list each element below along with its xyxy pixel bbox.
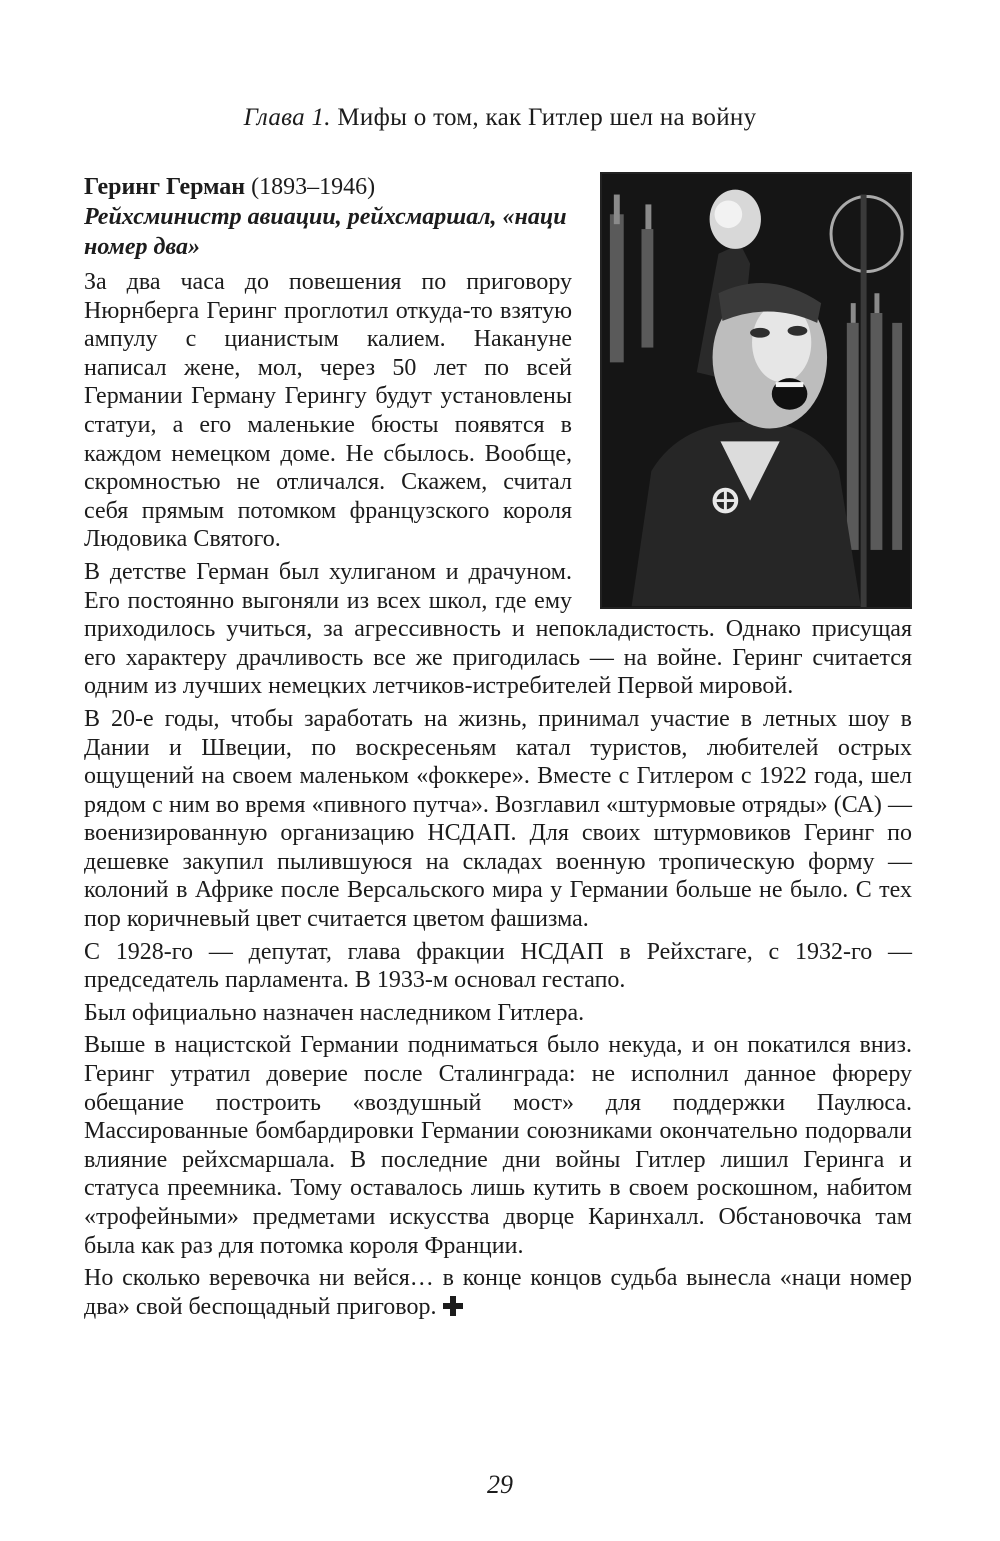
paragraph: За два часа до повешения по приговору Нюрнберга Геринг проглотил откуда-то взятую ампулу с цианистым калием. Накануне написал жене, мол, через 50 лет по всей Германии Герману Герингу будут установлены статуи, а его маленькие бюсты появятся в каждом немецком доме. Не сбылось. Вообще, скромностью не отличался. Скажем, считал себя прямым потомком французского короля Людовика Святого. [84,269,572,553]
paragraph: Был официально назначен наследником Гитлера. [84,999,585,1026]
portrait-photo [600,172,912,609]
closing-paragraph [84,1264,912,1324]
person-years: (1893–1946) [251,174,376,200]
chapter-title: Мифы о том, как Гитлер шел на войну [337,104,757,131]
person-name: Геринг Герман [84,174,246,200]
closing-text: Но сколько веревочка ни вейся… в конце концов судьба вынесла «наци номер два» свой беспощадный приговор. [84,1265,912,1320]
cross-icon [442,1295,464,1325]
article-body [84,172,912,1328]
running-header [0,104,1000,132]
person-title: Рейхсминистр авиации, рейхсмаршал, «наци номер два» [84,204,567,260]
paragraph: В детстве Герман был хулиганом и драчуном. Его постоянно выгоняли из всех школ, где ему приходилось учиться, за агрессивность и непокладистость. Однако присущая его характеру драчливость все же пригодилась — на войне. Геринг считается одним из лучших немецких летчиков-истребителей Первой мировой. [84,558,912,700]
paragraph: Выше в нацистской Германии подниматься было некуда, и он покатился вниз. Геринг утратил доверие после Сталинграда: не исполнил данное фюреру обещание построить «воздушный мост» для поддержки Паулюса. Массированные бомбардировки Германии союзниками окончательно подорвали влияние рейхсмаршала. В последние дни войны Гитлер лишил Геринга и статуса преемника. Тому оставалось лишь кутить в своем роскошном, набитом «трофейными» предметами искусства дворце Каринхалл. Обстановочка там была как раз для потомка короля Франции. [84,1032,912,1259]
chapter-label: Глава 1. [243,104,331,131]
paragraph: С 1928-го — депутат, глава фракции НСДАП в Рейхстаге, с 1932-го — председатель парламента. В 1933-м основал гестапо. [84,938,912,994]
portrait-illustration [602,174,910,607]
paragraph: В 20-е годы, чтобы заработать на жизнь, принимал участие в летных шоу в Дании и Швеции, по воскресеньям катал туристов, любителей острых ощущений на своем маленьком «фоккере». Вместе с Гитлером с 1922 года, шел рядом с ним во время «пивного путча». Возглавил «штурмовые отряды» (СА) — военизированную организацию НСДАП. Для своих штурмовиков Геринг по дешевке закупил пылившуюся на складах военную тропическую форму — колоний в Африке после Версальского мира у Германии больше не было. С тех пор коричневый цвет считается цветом фашизма. [84,705,912,933]
page-number: 29 [487,1470,513,1499]
